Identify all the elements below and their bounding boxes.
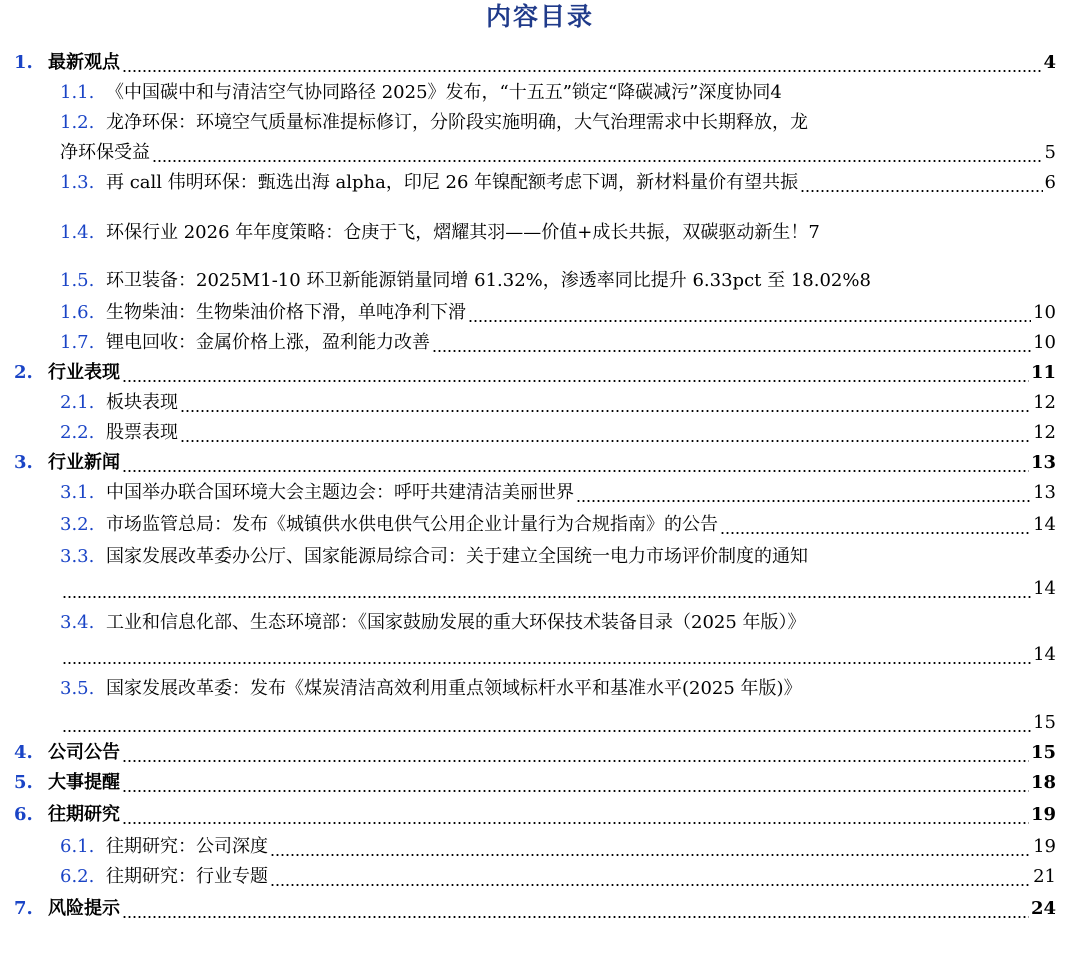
toc-number: 1. xyxy=(14,52,33,73)
toc-entry-6-1[interactable] xyxy=(60,830,1056,860)
toc-entry-1-2[interactable] xyxy=(60,106,1056,136)
toc-entry-1-2-continued[interactable] xyxy=(60,136,1056,166)
toc-text: 行业表现 xyxy=(48,362,120,383)
dot-leader xyxy=(432,330,1031,356)
toc-page-number: 12 xyxy=(1033,392,1056,413)
dot-leader xyxy=(468,300,1031,326)
toc-entry-3[interactable] xyxy=(14,446,1056,476)
toc-text: 股票表现 xyxy=(106,422,178,443)
toc-page-number: 11 xyxy=(1030,362,1056,383)
toc-entry-3-4-continued[interactable] xyxy=(60,638,1056,668)
dot-leader xyxy=(576,480,1031,506)
toc-entry-1-5[interactable] xyxy=(60,264,1056,294)
dot-leader xyxy=(122,740,1029,766)
toc-entry-2-1[interactable] xyxy=(60,386,1056,416)
toc-page-number: 24 xyxy=(1030,898,1056,919)
dot-leader xyxy=(270,834,1031,860)
toc-page-number: 4 xyxy=(1043,52,1056,73)
toc-entry-7[interactable] xyxy=(14,892,1056,922)
dot-leader xyxy=(122,50,1041,76)
toc-text: 生物柴油：生物柴油价格下滑，单吨净利下滑 xyxy=(106,302,466,323)
toc-page-number: 14 xyxy=(1033,644,1056,665)
toc-page-number: 15 xyxy=(1033,712,1056,733)
toc-text: 工业和信息化部、生态环境部：《国家鼓励发展的重大环保技术装备目录（2025 年版）》 xyxy=(106,612,806,633)
toc-text: 最新观点 xyxy=(48,52,120,73)
toc-text: 往期研究 xyxy=(48,804,120,825)
toc-entry-1-6[interactable] xyxy=(60,296,1056,326)
toc-page-number: 15 xyxy=(1030,742,1056,763)
toc-number: 1.1. xyxy=(60,82,95,103)
dot-leader xyxy=(720,512,1031,538)
toc-number: 3.3. xyxy=(60,546,95,567)
toc-number: 1.5. xyxy=(60,270,95,291)
toc-page-number: 13 xyxy=(1033,482,1056,503)
toc-text: 行业新闻 xyxy=(48,452,120,473)
toc-number: 5. xyxy=(14,772,33,793)
dot-leader xyxy=(122,450,1029,476)
toc-number: 3.1. xyxy=(60,482,95,503)
toc-entry-1[interactable] xyxy=(14,46,1056,76)
toc-number: 1.3. xyxy=(60,172,95,193)
dot-leader xyxy=(122,770,1029,796)
toc-entry-5[interactable] xyxy=(14,766,1056,796)
dot-leader xyxy=(122,802,1029,828)
dot-leader xyxy=(62,576,1031,602)
toc-number: 2. xyxy=(14,362,33,383)
toc-text: 风险提示 xyxy=(48,898,120,919)
dot-leader xyxy=(152,140,1043,166)
dot-leader xyxy=(122,360,1029,386)
toc-page-number: 7 xyxy=(808,222,820,243)
toc-entry-3-5-continued[interactable] xyxy=(60,706,1056,736)
dot-leader xyxy=(180,390,1031,416)
toc-text: 国家发展改革委办公厅、国家能源局综合司：关于建立全国统一电力市场评价制度的通知 xyxy=(106,546,808,567)
toc-page-number: 6 xyxy=(1044,172,1056,193)
toc-page-number: 18 xyxy=(1030,772,1056,793)
toc-text: 环卫装备：2025M1-10 环卫新能源销量同增 61.32%，渗透率同比提升 6.33pct 至 18.02% xyxy=(106,270,860,291)
dot-leader xyxy=(800,170,1042,196)
toc-number: 7. xyxy=(14,898,33,919)
toc-number: 3. xyxy=(14,452,33,473)
toc-number: 6.1. xyxy=(60,836,95,857)
dot-leader xyxy=(62,642,1031,668)
toc-number: 1.2. xyxy=(60,112,95,133)
dot-leader xyxy=(62,710,1031,736)
toc-entry-3-5[interactable] xyxy=(60,672,1056,702)
toc-entry-1-3[interactable] xyxy=(60,166,1056,196)
toc-text: 龙净环保：环境空气质量标准提标修订，分阶段实施明确，大气治理需求中长期释放，龙 xyxy=(106,112,808,133)
toc-page-number: 14 xyxy=(1033,514,1056,535)
toc-page-number: 19 xyxy=(1030,804,1056,825)
toc-number: 1.6. xyxy=(60,302,95,323)
toc-text: 市场监管总局：发布《城镇供水供电供气公用企业计量行为合规指南》的公告 xyxy=(106,514,718,535)
toc-number: 2.2. xyxy=(60,422,95,443)
toc-number: 2.1. xyxy=(60,392,95,413)
toc-entry-1-1[interactable] xyxy=(60,76,1056,106)
dot-leader xyxy=(180,420,1031,446)
toc-entry-6[interactable] xyxy=(14,798,1056,828)
toc-page-number: 4 xyxy=(770,82,782,103)
toc-text: 板块表现 xyxy=(106,392,178,413)
toc-page-number: 12 xyxy=(1033,422,1056,443)
toc-page-number: 8 xyxy=(859,270,871,291)
toc-number: 3.5. xyxy=(60,678,95,699)
toc-number: 1.7. xyxy=(60,332,95,353)
toc-entry-3-4[interactable] xyxy=(60,606,1056,636)
toc-number: 3.4. xyxy=(60,612,95,633)
toc-text: 中国举办联合国环境大会主题边会：呼吁共建清洁美丽世界 xyxy=(106,482,574,503)
toc-entry-2[interactable] xyxy=(14,356,1056,386)
toc-text: 大事提醒 xyxy=(48,772,120,793)
toc-text: 环保行业 2026 年年度策略：仓庚于飞，熠耀其羽——价值+成长共振，双碳驱动新生！ xyxy=(106,222,809,243)
toc-entry-6-2[interactable] xyxy=(60,860,1056,890)
dot-leader xyxy=(122,896,1029,922)
toc-entry-4[interactable] xyxy=(14,736,1056,766)
toc-text: 再 call 伟明环保：甄选出海 alpha，印尼 26 年镍配额考虑下调，新材料量价有望共振 xyxy=(106,172,799,193)
toc-number: 3.2. xyxy=(60,514,95,535)
toc-text: 《中国碳中和与清洁空气协同路径 2025》发布，“十五五”锁定“降碳减污”深度协同 xyxy=(106,82,771,103)
toc-number: 6.2. xyxy=(60,866,95,887)
toc-number: 1.4. xyxy=(60,222,95,243)
toc-page-number: 5 xyxy=(1044,142,1056,163)
toc-entry-3-1[interactable] xyxy=(60,476,1056,506)
toc-number: 6. xyxy=(14,804,33,825)
toc-text: 往期研究：行业专题 xyxy=(106,866,268,887)
toc-entry-1-7[interactable] xyxy=(60,326,1056,356)
toc-page-number: 21 xyxy=(1033,866,1056,887)
toc-text: 国家发展改革委：发布《煤炭清洁高效利用重点领域标杆水平和基准水平(2025 年版)》 xyxy=(106,678,802,699)
toc-text: 净环保受益 xyxy=(60,142,150,163)
toc-page-number: 13 xyxy=(1030,452,1056,473)
toc-page-number: 19 xyxy=(1033,836,1056,857)
toc-entry-3-2[interactable] xyxy=(60,508,1056,538)
toc-entry-3-3[interactable] xyxy=(60,540,1056,570)
toc-page-number: 14 xyxy=(1033,578,1056,599)
toc-number: 4. xyxy=(14,742,33,763)
toc-entry-2-2[interactable] xyxy=(60,416,1056,446)
toc-entry-1-4[interactable] xyxy=(60,216,1056,246)
toc-entry-3-3-continued[interactable] xyxy=(60,572,1056,602)
dot-leader xyxy=(270,864,1031,890)
toc-text: 锂电回收：金属价格上涨，盈利能力改善 xyxy=(106,332,430,353)
toc-title: 内容目录 xyxy=(485,2,594,31)
toc-page-number: 10 xyxy=(1033,332,1056,353)
toc-text: 往期研究：公司深度 xyxy=(106,836,268,857)
toc-text: 公司公告 xyxy=(48,742,120,763)
toc-page-number: 10 xyxy=(1033,302,1056,323)
